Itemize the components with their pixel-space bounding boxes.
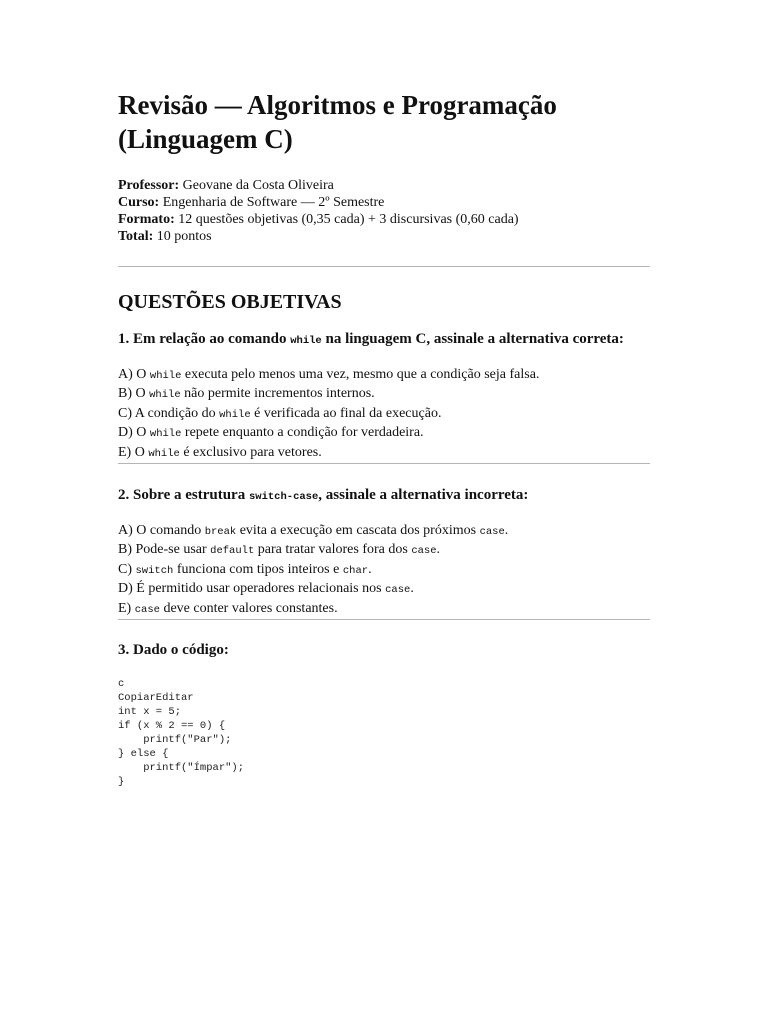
option-text: C) [118, 561, 136, 577]
document-page [118, 88, 650, 789]
total-line [118, 228, 650, 245]
option-text: A) O [118, 367, 150, 382]
option-a [118, 366, 650, 385]
option-code: while [149, 428, 182, 441]
option-b [118, 541, 650, 560]
option-text: B) O [118, 386, 150, 402]
total-value: 10 pontos [156, 229, 212, 244]
option-text: . [504, 523, 509, 539]
code-line: } else { [118, 748, 169, 761]
course-info [118, 177, 650, 245]
code-line: printf("Par"); [118, 734, 232, 747]
question-2-title [118, 486, 650, 506]
option-code: case [134, 603, 160, 616]
option-c [118, 405, 650, 424]
copy-edit-label[interactable]: CopiarEditar [118, 692, 194, 705]
professor-line [118, 177, 650, 194]
option-text: executa pelo menos uma vez, mesmo que a condição seja falsa. [181, 367, 540, 382]
curso-label: Curso: [118, 195, 160, 210]
q2-title-text-end: , assinale a alternativa incorreta: [318, 487, 529, 504]
option-code: case [411, 545, 437, 558]
formato-value: 12 questões objetivas (0,35 cada) + 3 discursivas (0,60 cada) [178, 212, 519, 227]
option-b [118, 385, 650, 404]
formato-line [118, 211, 650, 228]
q1-title-code: while [290, 335, 322, 347]
question-2-options [118, 522, 650, 619]
option-text: . [368, 561, 372, 577]
option-text: evita a execução em cascata dos próximos [236, 523, 480, 539]
option-text: E) [118, 600, 135, 616]
option-text: D) É permitido usar operadores relacionais nos [118, 581, 386, 597]
option-code: break [204, 526, 237, 539]
option-a [118, 522, 650, 541]
option-code: switch [135, 564, 174, 577]
option-code: default [210, 545, 255, 558]
code-language-label: c [118, 678, 125, 691]
professor-value: Geovane da Costa Oliveira [182, 178, 334, 193]
option-text: . [436, 542, 441, 558]
curso-line [118, 194, 650, 211]
option-e [118, 444, 650, 463]
divider [118, 463, 650, 464]
option-text: repete enquanto a condição for verdadeira. [181, 425, 424, 441]
code-line: if (x % 2 == 0) { [118, 720, 226, 733]
option-text: D) O [118, 425, 150, 441]
option-text: . [410, 581, 414, 597]
question-1-title [118, 330, 650, 350]
option-text: B) Pode-se usar [118, 542, 211, 558]
option-d [118, 580, 650, 599]
option-code: char [342, 564, 369, 577]
option-text: funciona com tipos inteiros e [173, 561, 343, 577]
option-text: não permite incrementos internos. [180, 386, 375, 402]
option-code: while [149, 389, 181, 402]
option-code: case [479, 526, 505, 539]
professor-label: Professor: [118, 178, 180, 193]
option-e [118, 600, 650, 619]
option-text: para tratar valores fora dos [254, 542, 412, 558]
page-title: Revisão — Algoritmos e Programação (Linguagem C) [118, 90, 557, 154]
code-line: printf("Ímpar"); [118, 762, 245, 775]
curso-value: Engenharia de Software — 2º Semestre [162, 195, 385, 210]
code-line: } [118, 776, 125, 789]
divider [118, 266, 650, 267]
option-c [118, 561, 650, 580]
option-text: é verificada ao final da execução. [250, 405, 442, 421]
code-line: int x = 5; [118, 706, 182, 719]
total-label: Total: [118, 229, 154, 244]
q1-title-text-end: na linguagem C, assinale a alternativa correta: [321, 331, 624, 347]
option-text: deve conter valores constantes. [159, 600, 338, 616]
q2-title-text: 2. Sobre a estrutura [118, 487, 249, 504]
option-code: while [148, 447, 180, 460]
code-block [118, 677, 650, 789]
option-text: A) O comando [118, 523, 205, 539]
question-1-options [118, 366, 650, 463]
q1-title-text: 1. Em relação ao comando [118, 331, 291, 347]
option-text: E) O [118, 444, 149, 460]
option-text: é exclusivo para vetores. [179, 444, 322, 460]
option-d [118, 424, 650, 443]
option-code: case [385, 584, 411, 597]
option-text: C) A condição do [118, 405, 220, 421]
q2-title-code: switch-case [248, 491, 319, 504]
section-title: QUESTÕES OBJETIVAS [118, 291, 342, 313]
divider [118, 619, 650, 620]
option-code: while [219, 408, 251, 421]
formato-label: Formato: [118, 212, 175, 227]
option-code: while [149, 370, 182, 382]
question-3-title: 3. Dado o código: [118, 642, 229, 659]
